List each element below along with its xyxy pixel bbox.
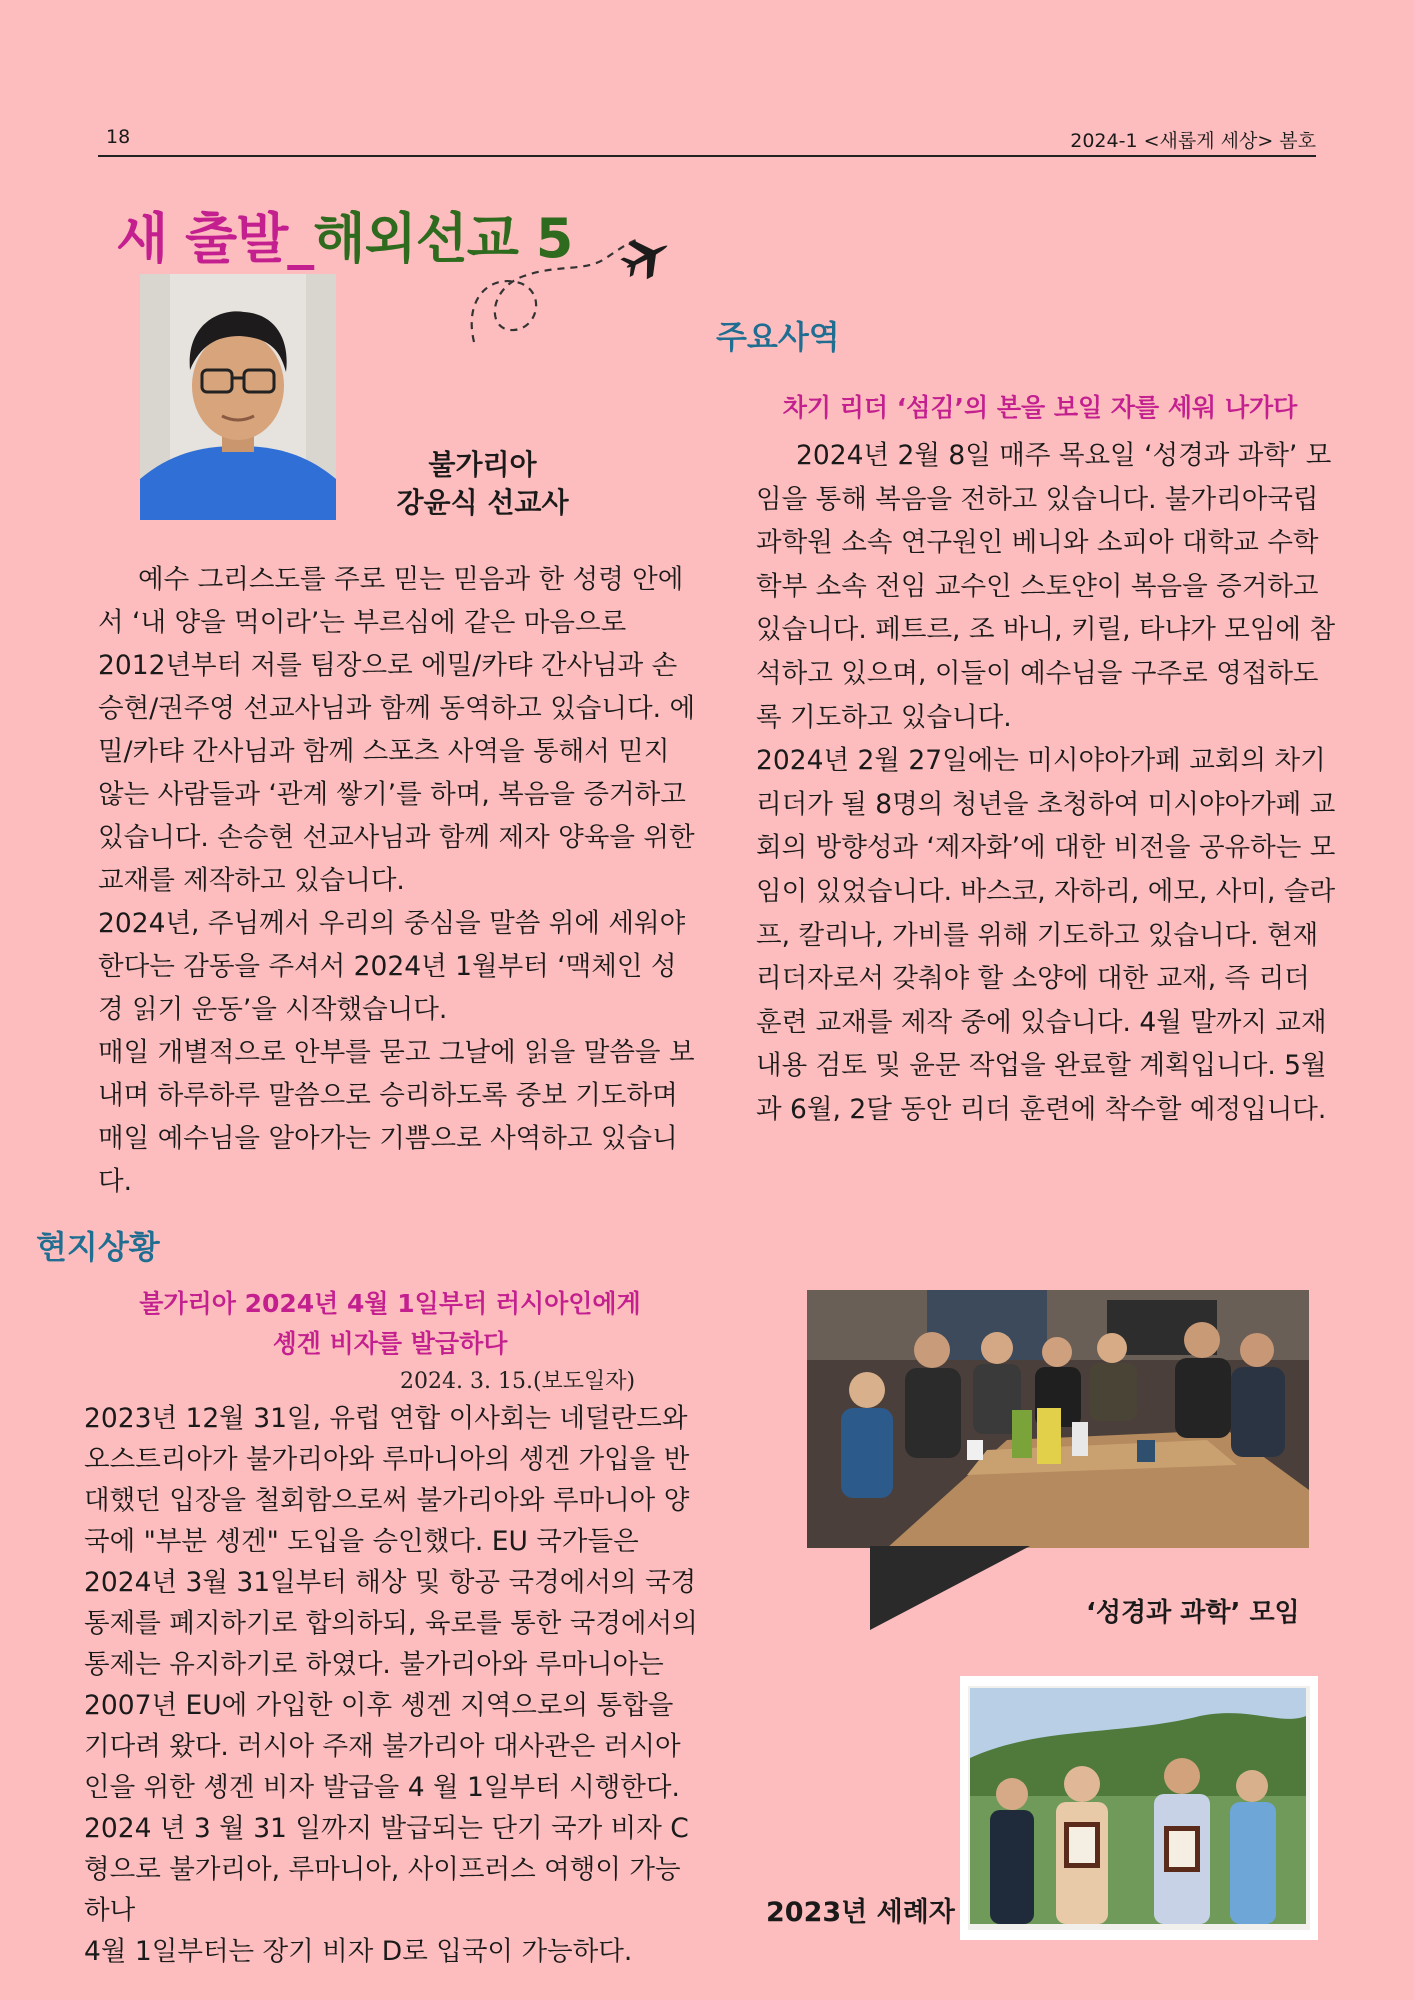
subheading-line: 솅겐 비자를 발급하다 bbox=[272, 1329, 508, 1358]
intro-paragraph: 2024년, 주님께서 우리의 중심을 말씀 위에 세워야 한다는 감동을 주셔서 2024년 1월부터 ‘맥체인 성경 읽기 운동’을 시작했습니다. bbox=[98, 908, 686, 1025]
local-situation-text bbox=[84, 1398, 704, 1972]
airplane-icon bbox=[458, 230, 678, 350]
ministry-paragraph: 2024년 2월 8일 매주 목요일 ‘성경과 과학’ 모임을 통해 복음을 전하고 있습니다. 불가리아국립과학원 소속 연구원인 베니와 소피아 대학교 수학학부 소속 전임 교수인 스토얀이 복음을 증거하고 있습니다. 페트르, 조 바니, 키릴, 타냐가 모임에 참석하고 있으며, 이들이 예수님을 구주로 영접하도록 기도하고 있습니다. bbox=[756, 440, 1336, 733]
header-divider bbox=[98, 155, 1316, 157]
title-part-2: 해외선교 5 bbox=[313, 207, 573, 270]
local-situation-subheading bbox=[90, 1284, 690, 1364]
main-ministry-heading: 주요사역 bbox=[716, 318, 840, 356]
intro-paragraph: 예수 그리스도를 주로 믿는 믿음과 한 성령 안에서 ‘내 양을 먹이라’는 부르심에 같은 마음으로 2012년부터 저를 팀장으로 에밀/카탸 간사님과 손승현/권주영 선교사님과 함께 동역하고 있습니다. 에밀/카탸 간사님과 함께 스포츠 사역을 통해서 믿지 않는 사람들과 ‘관계 쌓기’를 하며, 복음을 증거하고 있습니다. 손승현 선교사님과 함께 제자 양육을 위한 교재를 제작하고 있습니다. bbox=[98, 564, 696, 896]
title-part-1: 새 출발_ bbox=[116, 207, 314, 270]
local-paragraph: 4월 1일부터는 장기 비자 D로 입국이 가능하다. bbox=[84, 1936, 633, 1967]
intro-paragraph: 매일 개별적으로 안부를 묻고 그날에 읽을 말씀을 보내며 하루하루 말씀으로 승리하도록 중보 기도하며 매일 예수님을 알아가는 기쁨으로 사역하고 있습니다. bbox=[98, 1037, 695, 1197]
ministry-paragraph: 2024년 2월 27일에는 미시야아가페 교회의 차기 리더가 될 8명의 청년을 초청하여 미시야아가페 교회의 방향성과 ‘제자화’에 대한 비전을 공유하는 모임이 있었습니다. 바스코, 자하리, 에모, 사미, 슬라프, 칼리나, 가비를 위해 기도하고 있습니다. 현재 리더자로서 갖춰야 할 소양에 대한 교재, 즉 리더 훈련 교재를 제작 중에 있습니다. 4월 말까지 교재 내용 검토 및 윤문 작업을 완료할 계획입니다. 5월과 6월, 2달 동안 리더 훈련에 착수할 예정입니다. bbox=[756, 745, 1336, 1125]
page-number: 18 bbox=[106, 126, 131, 148]
main-ministry-subheading: 차기 리더 ‘섬김’의 본을 보일 자를 세워 나가다 bbox=[782, 393, 1298, 422]
issue-info: 2024-1 <새롭게 세상> 봄호 bbox=[1070, 130, 1316, 152]
subheading-line: 불가리아 2024년 4월 1일부터 러시아인에게 bbox=[139, 1289, 641, 1318]
photo-callout-tail bbox=[870, 1546, 1030, 1630]
group-photo-caption: ‘성경과 과학’ 모임 bbox=[1086, 1598, 1300, 1628]
report-date: 2024. 3. 15.(보도일자) bbox=[400, 1369, 636, 1394]
missionary-name: 강윤식 선교사 bbox=[396, 486, 569, 519]
missionary-portrait bbox=[140, 274, 336, 520]
missionary-caption bbox=[380, 446, 585, 522]
group-meeting-photo bbox=[807, 1290, 1309, 1548]
main-ministry-text bbox=[756, 434, 1336, 1132]
intro-text bbox=[98, 558, 698, 1203]
baptism-photo bbox=[960, 1676, 1318, 1940]
baptism-photo-caption: 2023년 세례자 bbox=[766, 1897, 955, 1928]
missionary-country: 불가리아 bbox=[428, 448, 537, 481]
local-paragraph: 2023년 12월 31일, 유럽 연합 이사회는 네덜란드와 오스트리아가 불가리아와 루마니아의 솅겐 가입을 반대했던 입장을 철회함으로써 불가리아와 루마니아 양국에 "부분 솅겐" 도입을 승인했다. EU 국가들은 2024년 3월 31일부터 해상 및 항공 국경에서의 국경 통제를 폐지하기로 합의하되, 육로를 통한 국경에서의 통제는 유지하기로 하였다. 불가리아와 루마니아는 2007년 EU에 가입한 이후 솅겐 지역으로의 통합을 기다려 왔다. 러시아 주재 불가리아 대사관은 러시아인을 위한 솅겐 비자 발급을 4 월 1일부터 시행한다. 2024 년 3 월 31 일까지 발급되는 단기 국가 비자 C 형으로 불가리아, 루마니아, 사이프러스 여행이 가능하나 bbox=[84, 1403, 698, 1926]
local-situation-heading: 현지상황 bbox=[36, 1228, 160, 1266]
